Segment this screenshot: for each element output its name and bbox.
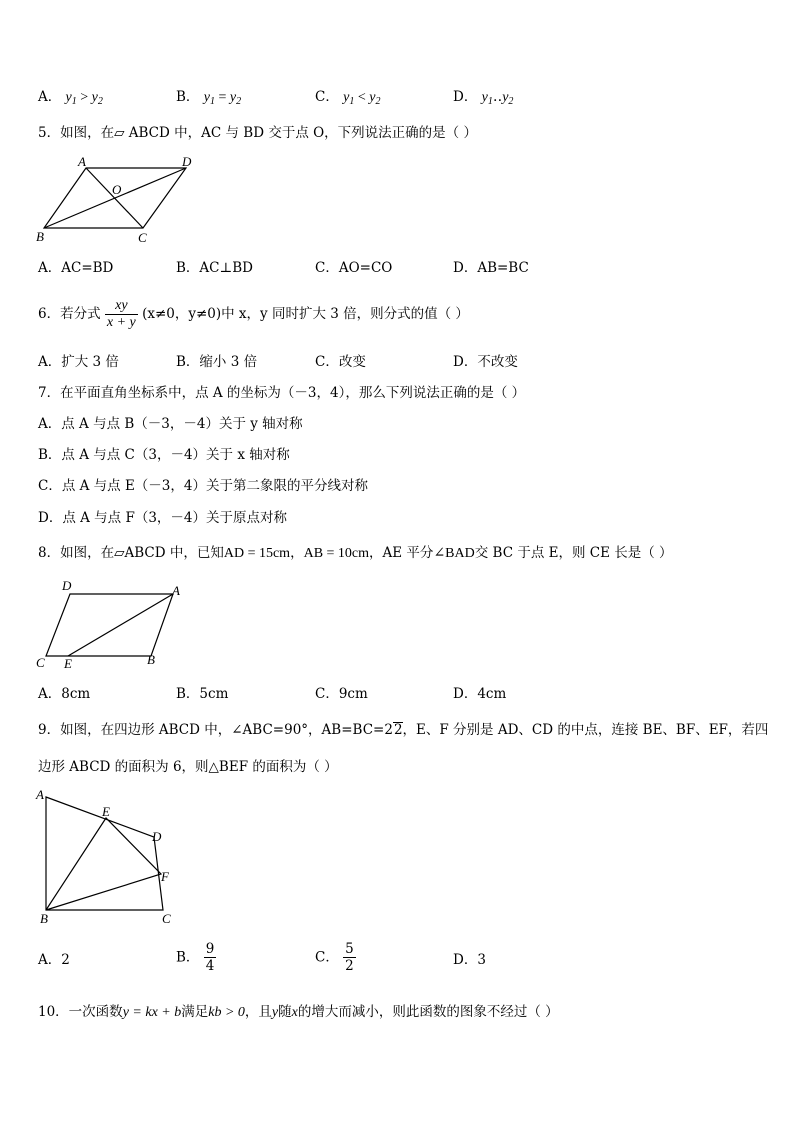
q6-option-a[interactable]: A．扩大 3 倍 — [38, 354, 119, 370]
q8-option-a[interactable]: A．8cm — [38, 686, 91, 702]
q8-option-d[interactable]: D．4cm — [453, 686, 507, 702]
q9-stem-line1: 9．如图，在四边形 ABCD 中，∠ABC=90°，AB=BC=22，E、F 分别是 AD、CD 的中点，连接 BE、BF、EF，若四 — [38, 722, 769, 738]
q9-label-d: D — [152, 829, 162, 844]
q6-stem: 6．若分式 $\frac{xy}{x + y}$ (x≠0，y≠0)中 x，y 同时扩大 3 倍，则分式的值（ ） — [38, 298, 469, 330]
q8-stem: 8．如图，在▱ABCD 中，已知AD = 15cm，AB = 10cm，AE 平分∠BAD交 BC 于点 E，则 CE 长是（ ） — [38, 545, 673, 561]
q4-option-d[interactable]: D． $y_1‥y_2$ — [453, 89, 514, 107]
q9-sqrt: 2 — [393, 722, 403, 738]
q8-parallelogram-figure — [30, 576, 190, 672]
q9-stem-line2: 边形 ABCD 的面积为 6，则△BEF 的面积为（ ） — [38, 759, 338, 775]
q9-option-d[interactable]: D．3 — [453, 952, 486, 968]
q7-option-c[interactable]: C．点 A 与点 E（－3，4）关于第二象限的平分线对称 — [38, 478, 368, 494]
q8-label-c: C — [36, 655, 45, 670]
q9-label-f: F — [161, 869, 169, 884]
q6-option-c[interactable]: C．改变 — [315, 354, 366, 370]
q5-option-a[interactable]: A．AC=BD — [38, 260, 114, 276]
q4-option-c[interactable]: C． $y_1 < y_2$ — [315, 89, 381, 107]
q5-label-a: A — [78, 155, 86, 169]
q4-option-b[interactable]: B． $y_1 = y_2$ — [176, 89, 242, 107]
q5-stem: 5．如图，在▱ ABCD 中，AC 与 BD 交于点 O，下列说法正确的是（ ） — [38, 125, 477, 141]
q6-fraction: $\frac{xy}{x + y}$ — [106, 298, 136, 330]
q5-option-d[interactable]: D．AB=BC — [453, 260, 529, 276]
q9-option-b[interactable]: B． $\frac{9}{4}$ — [176, 941, 215, 974]
q9-label-b: B — [40, 911, 48, 926]
q7-option-b[interactable]: B．点 A 与点 C（3，－4）关于 x 轴对称 — [38, 447, 290, 463]
q7-option-a[interactable]: A．点 A 与点 B（－3，－4）关于 y 轴对称 — [38, 416, 303, 432]
q9-quadrilateral-figure — [30, 785, 180, 927]
q5-label-b: B — [36, 229, 44, 244]
q10-stem: 10．一次函数y = kx + b满足kb > 0，且y随x的增大而减小，则此函数的图象不经过（ ） — [38, 1004, 559, 1020]
q8-label-e: E — [64, 656, 72, 671]
q9-fraction-c: $\frac{5}{2}$ — [345, 941, 354, 974]
q9-option-a[interactable]: A．2 — [38, 952, 70, 968]
q6-option-b[interactable]: B．缩小 3 倍 — [176, 354, 258, 370]
q7-option-d[interactable]: D．点 A 与点 F（3，－4）关于原点对称 — [38, 510, 287, 526]
q9-fraction-b: $\frac{9}{4}$ — [205, 941, 215, 974]
q8-option-b[interactable]: B．5cm — [176, 686, 229, 702]
q5-parallelogram-figure — [30, 155, 230, 247]
q9-label-e: E — [102, 804, 110, 819]
q4-option-a[interactable]: A． $y_1 > y_2$ — [38, 89, 103, 107]
q5-option-c[interactable]: C．AO=CO — [315, 260, 393, 276]
q5-label-c: C — [138, 230, 147, 245]
q5-label-d: D — [182, 155, 192, 169]
q8-option-c[interactable]: C．9cm — [315, 686, 368, 702]
q8-label-a: A — [172, 583, 180, 598]
q8-label-d: D — [62, 578, 72, 593]
q6-option-d[interactable]: D．不改变 — [453, 354, 518, 370]
q9-label-c: C — [162, 911, 171, 926]
q8-label-b: B — [147, 652, 155, 667]
q9-option-c[interactable]: C． $\frac{5}{2}$ — [315, 941, 354, 974]
q7-stem: 7．在平面直角坐标系中，点 A 的坐标为（－3，4），那么下列说法正确的是（ ） — [38, 385, 526, 401]
q5-label-o: O — [112, 182, 122, 197]
q5-option-b[interactable]: B．AC⊥BD — [176, 260, 253, 276]
q9-label-a: A — [36, 787, 44, 802]
